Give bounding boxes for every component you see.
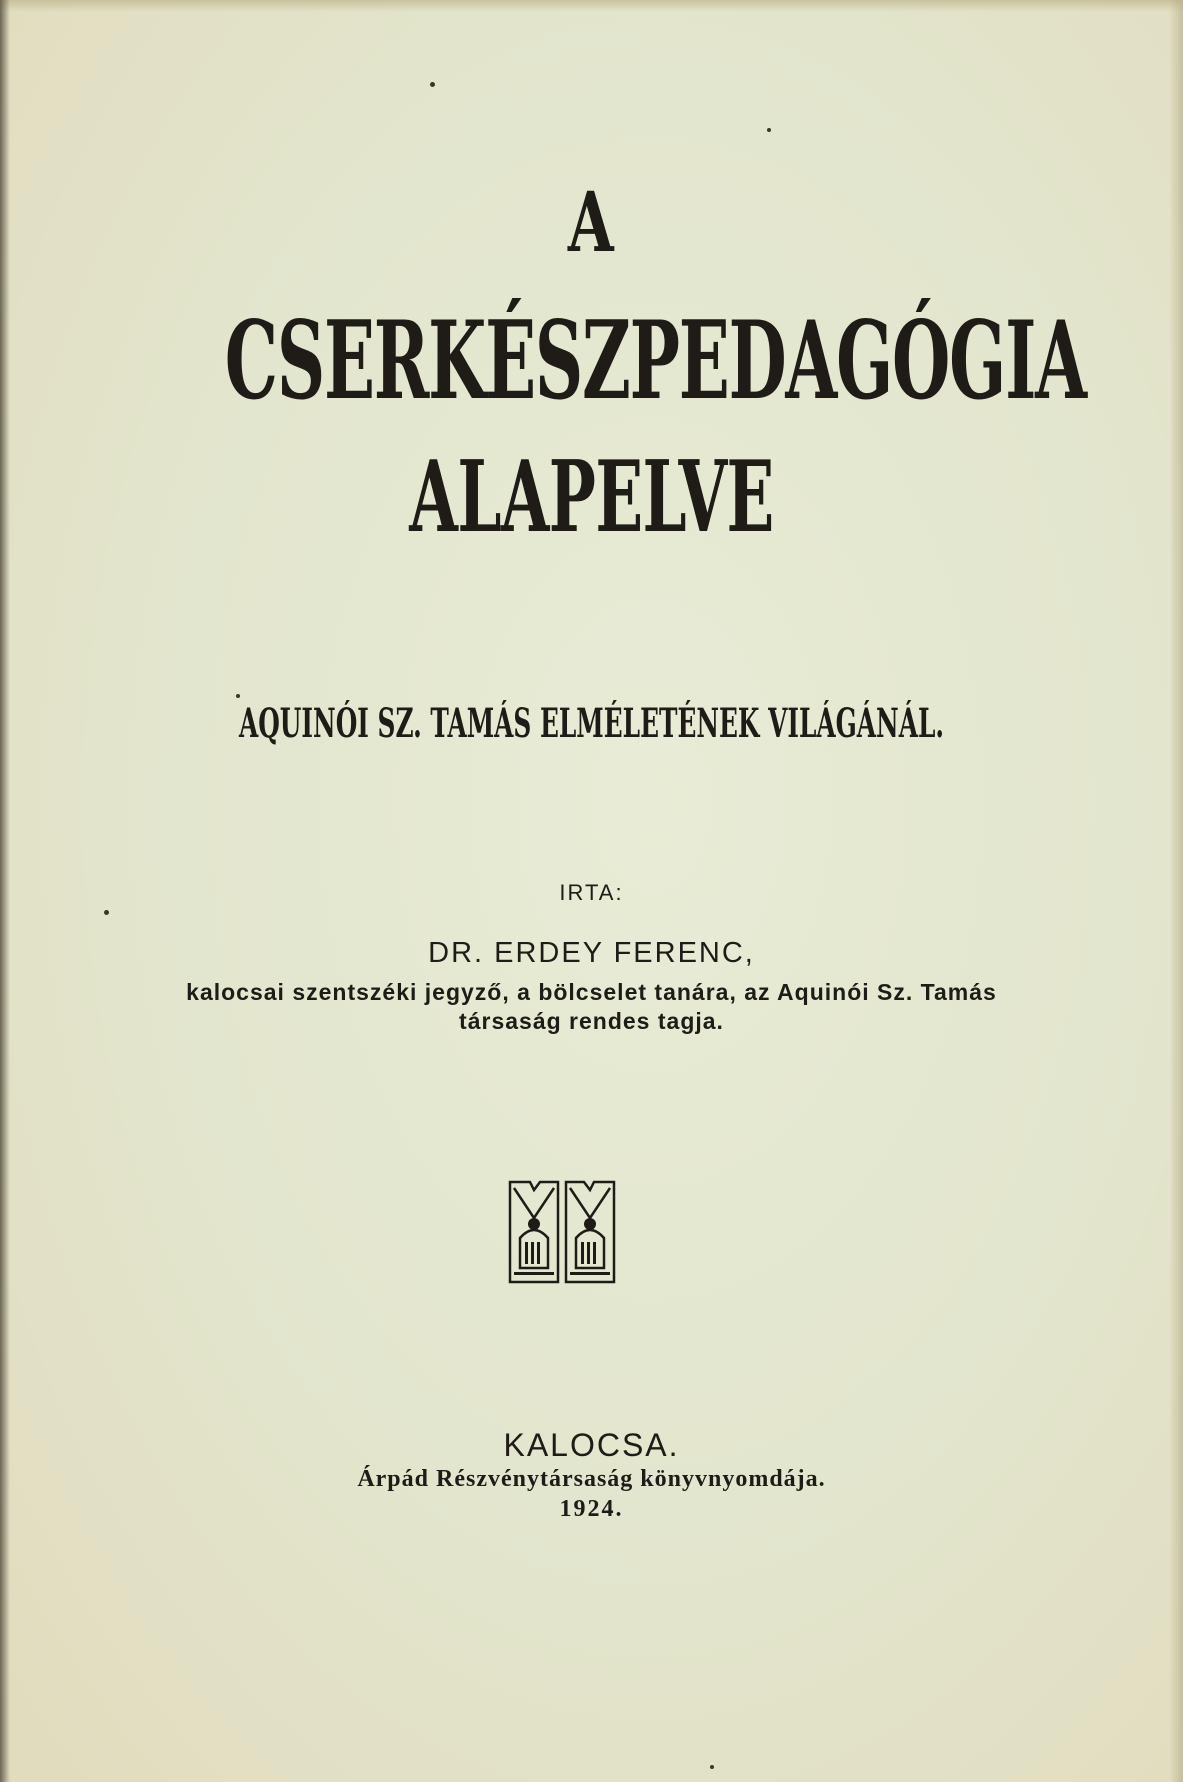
paper-speck — [430, 82, 435, 87]
author-name: DR. ERDEY FERENC, — [428, 937, 755, 969]
imprint-printer: Árpád Részvénytársaság könyvnyomdája. — [357, 1466, 826, 1492]
subtitle: AQUINÓI SZ. TAMÁS ELMÉLETÉNEK VILÁGÁNÁL. — [238, 700, 945, 747]
imprint-year: 1924. — [559, 1496, 624, 1522]
paper-speck — [236, 694, 240, 698]
imprint-city: KALOCSA. — [503, 1427, 680, 1463]
author-affiliation-line2: társaság rendes tagja. — [459, 1008, 724, 1034]
paper-speck — [710, 1765, 714, 1769]
paper-speck — [767, 128, 771, 132]
author-by-label: IRTA: — [559, 880, 624, 905]
paper-edge-top — [0, 0, 1183, 12]
author-affiliation-line1: kalocsai szentszéki jegyző, a bölcselet tanára, az Aquinói Sz. Tamás — [186, 979, 997, 1005]
printer-emblem-icon — [506, 1178, 618, 1286]
paper-speck — [104, 910, 109, 915]
title-sub: ALAPELVE — [409, 440, 774, 555]
title-article: A — [567, 175, 616, 271]
title-main: CSERKÉSZPEDAGÓGIA — [224, 298, 1086, 424]
